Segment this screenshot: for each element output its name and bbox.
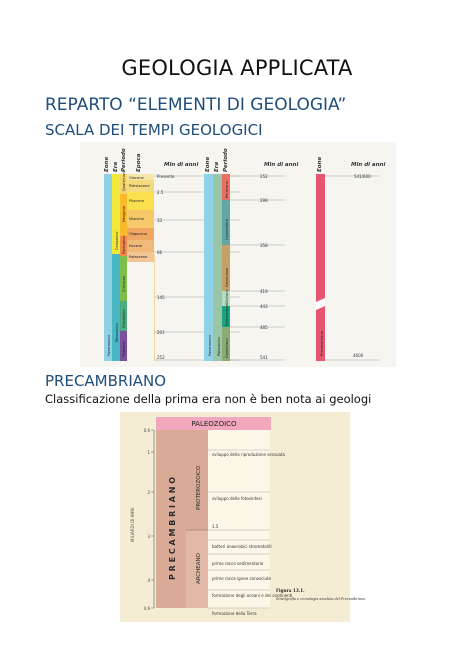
precambriano-heading: PRECAMBRIANO — [45, 372, 167, 390]
p2-tick: 298 — [260, 198, 268, 203]
p1-epoch-label: Paleocene — [129, 255, 148, 259]
fig-caption-title: Figura 13.1. — [276, 588, 305, 593]
p1-period-label: Cretaceo — [122, 275, 126, 292]
p1-epoch-label: Oligocene — [129, 232, 147, 236]
fig-tick: 4 — [147, 578, 150, 583]
fig-tick: 2 — [147, 490, 150, 495]
p1-epoch-label: Pleistocene — [129, 184, 150, 188]
p2-tick: 358 — [260, 243, 268, 248]
geologic-time-scale-image — [80, 142, 396, 367]
p3-header-mln: Mln di anni — [351, 162, 386, 168]
p1-era-mesozoico: Mesozoico — [115, 323, 119, 342]
p2-era-label: Paleozoico — [217, 337, 221, 356]
p2-tick: 541 — [260, 355, 268, 360]
paleozoico-label: PALEOZOICO — [191, 420, 237, 428]
p1-header-mln: Mln di anni — [164, 162, 199, 168]
p1-era-cenozoico: Cenozoico — [115, 231, 119, 250]
p3-tick: 541/600 — [354, 174, 371, 179]
fig-event: formazione degli oceani e dei continenti — [212, 593, 293, 598]
p2-header-mln: Mln di anni — [264, 162, 299, 168]
p2-period-label: Siluriano — [225, 289, 229, 305]
p2-paleozoico-bar — [213, 174, 222, 361]
subsection-heading: SCALA DEI TEMPI GEOLOGICI — [45, 121, 263, 139]
fig-event: sviluppo della riproduzione sessuata — [212, 452, 285, 457]
p1-epoch-label: Pliocene — [129, 199, 145, 203]
p2-header-era: Era — [214, 161, 220, 172]
p1-tick: Presente — [157, 174, 175, 179]
p1-period-label: Triassico — [122, 341, 126, 357]
p1-tick: 33 — [157, 218, 163, 223]
fig-tick: 3 — [147, 534, 150, 539]
p2-tick: 419 — [260, 289, 268, 294]
p1-header-era: Era — [113, 161, 119, 172]
p1-mesozoico-bar — [112, 254, 120, 361]
p1-tick: 201 — [157, 330, 165, 335]
fig-tick: 4.6 — [143, 606, 150, 611]
p2-period-label: Ordoviciano — [225, 304, 229, 326]
p1-tick: 66 — [157, 250, 163, 255]
p1-period-label: Neogene — [122, 205, 126, 222]
section-heading: REPARTO “ELEMENTI DI GEOLOGIA” — [45, 95, 347, 115]
p1-period-label: Paleogene — [122, 235, 126, 254]
p2-tick: 443 — [260, 304, 268, 309]
fig-event: batteri anaerobici stromatoliti — [212, 544, 272, 549]
fig-caption-text: Stratigrafia e cronologia assoluta del Precambriano. — [276, 597, 367, 601]
p2-period-label: Cambriano — [225, 338, 229, 358]
proterozoico-label: PROTEROZOICO — [196, 465, 202, 510]
p1-period-label: Quaternario — [122, 169, 126, 191]
fig-event: prime rocce sedimentarie — [212, 561, 264, 566]
p1-eone-label: Fanerozoico — [107, 334, 111, 356]
p1-header-epoca: Epoca — [136, 153, 142, 172]
archeano-label: ARCHEANO — [196, 553, 202, 584]
p1-epoch-label: Olocene — [129, 176, 144, 180]
p2-eone-label: Fanerozoico — [208, 334, 212, 356]
p1-header-periodo: Periodo — [121, 148, 127, 172]
fig-event: formazione della Terra — [212, 611, 257, 616]
p2-fanerozoico-bar — [204, 174, 213, 361]
p2-tick: 485 — [260, 325, 268, 330]
p3-eone-label: Precambriano — [320, 331, 324, 356]
fig-event: sviluppo delle fotosintesi — [212, 496, 262, 501]
fig-axis-label: MILIARDI DI ANNI — [130, 507, 135, 542]
p1-epoch-label: Eocene — [129, 244, 143, 248]
p1-fanerozoico-bar — [104, 174, 112, 361]
precambriano-label: P R E C A M B R I A N O — [168, 476, 177, 580]
p2-header-eone: Eone — [205, 156, 211, 172]
fig-tick: 0.6 — [143, 428, 150, 433]
p2-period-label: Devoniano — [225, 267, 229, 287]
p2-tick: 252 — [260, 174, 268, 179]
p1-tick: 2.5 — [157, 190, 164, 195]
p1-tick: 145 — [157, 295, 165, 300]
fig-event: prime rocce ignee conosciute — [212, 576, 272, 581]
p2-header-periodo: Periodo — [223, 148, 229, 172]
p1-header-eone: Eone — [104, 156, 110, 172]
fig-event: 1.5 — [212, 524, 219, 529]
p1-epoch-label: Miocene — [129, 217, 144, 221]
p1-tick: 252 — [157, 355, 165, 360]
p2-period-label: Permiano — [225, 181, 229, 198]
fig-tick: 1 — [147, 450, 150, 455]
p1-period-label: Giurassico — [122, 309, 126, 328]
precambriano-description: Classificazione della prima era non è ben nota ai geologi — [45, 392, 372, 406]
p2-period-label: Carbonifero — [225, 218, 229, 240]
p3-tick: 4600 — [353, 353, 364, 358]
p3-header-eone: Eone — [317, 156, 323, 172]
precambrian-figure — [120, 412, 367, 622]
document-title: GEOLOGIA APPLICATA — [121, 56, 353, 80]
